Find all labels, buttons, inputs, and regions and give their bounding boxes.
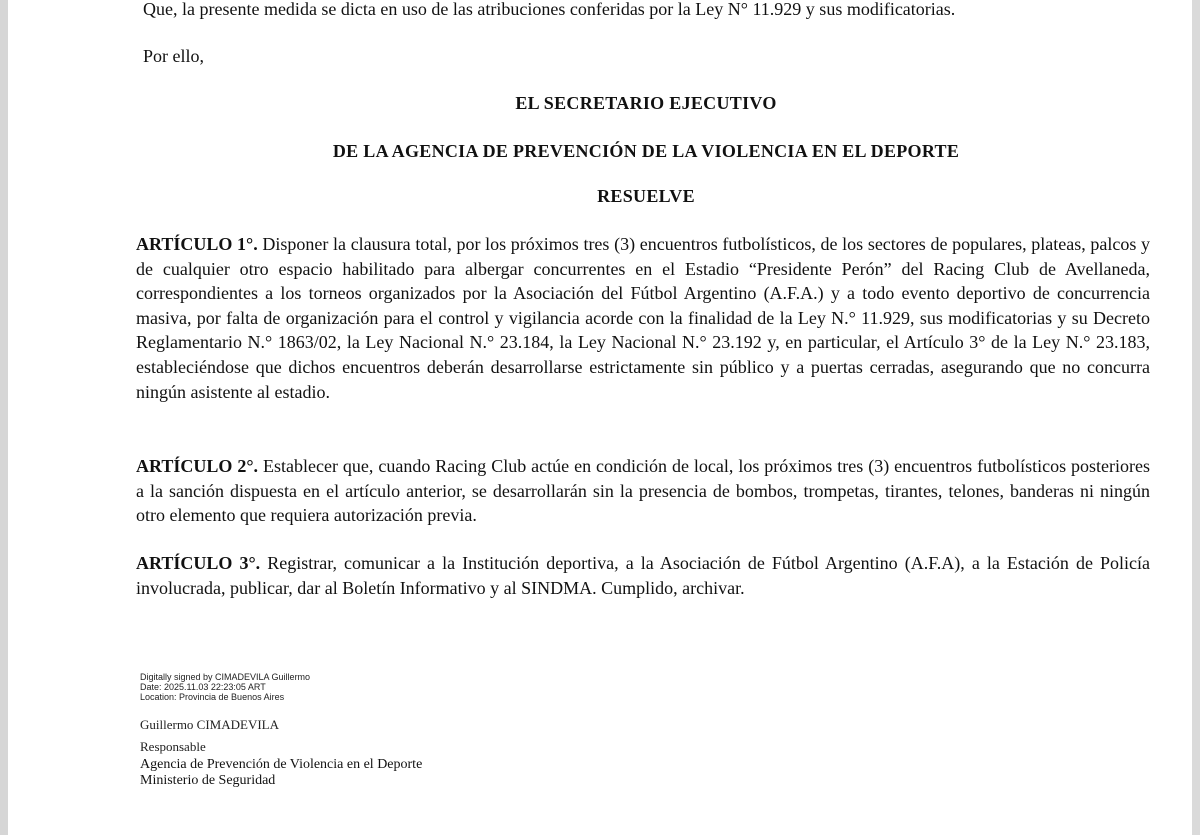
article-1-label: ARTÍCULO 1°. xyxy=(136,234,258,254)
heading-secretario: EL SECRETARIO EJECUTIVO xyxy=(515,93,777,113)
article-2-text: Establecer que, cuando Racing Club actúe en condición de local, los próximos tres (3) encuentros futbolísticos posteriores a la sanción dispuesta en el artículo anterior, se desarrollarán sin la presencia de bombos, trompetas, tirantes, telones, banderas ni ningún otro elemento que requiera autorización previa. xyxy=(136,456,1150,526)
signature-role xyxy=(140,740,206,746)
signature-date: Date: 2025.11.03 22:23:05 ART xyxy=(140,682,266,692)
page-left-edge xyxy=(0,0,8,835)
signature-name xyxy=(140,718,279,724)
article-2 xyxy=(136,454,1150,528)
article-2-label: ARTÍCULO 2°. xyxy=(136,456,259,476)
article-3 xyxy=(136,551,1150,600)
por-ello-line: Por ello, xyxy=(143,46,204,66)
article-3-text: Registrar, comunicar a la Institución deportiva, a la Asociación de Fútbol Argentino (A.F.A), a la Estación de Policía involucrada, publicar, dar al Boletín Informativo y al SINDMA. Cumplido, archivar. xyxy=(136,553,1150,598)
heading-resuelve: RESUELVE xyxy=(597,186,695,206)
article-1 xyxy=(136,232,1150,404)
signature-signed-by: Digitally signed by CIMADEVILA Guillermo xyxy=(140,672,311,682)
page-right-edge xyxy=(1192,0,1200,835)
signature-location: Location: Provincia de Buenos Aires xyxy=(140,692,285,702)
intro-line: Que, la presente medida se dicta en uso de las atribuciones conferidas por la Ley N° 11.929 y sus modificatorias. xyxy=(143,0,956,19)
article-1-text: Disponer la clausura total, por los próximos tres (3) encuentros futbolísticos, de los sectores de populares, plateas, palcos y de cualquier otro espacio habilitado para albergar concurrentes en el Estadio “Presidente Perón” del Racing Club de Avellaneda, correspondientes a los torneos organizados por la Asociación del Fútbol Argentino (A.F.A.) y a todo evento deportivo de concurrencia masiva, por falta de organización para el control y vigilancia acorde con la finalidad de la Ley N.° 11.929, sus modificatorias y su Decreto Reglamentario N.° 1863/02, la Ley Nacional N.° 23.184, la Ley Nacional N.° 23.192 y, en particular, el Artículo 3° de la Ley N.° 23.183, estableciéndose que dichos encuentros deberán desarrollarse estrictamente sin público y a puertas cerradas, asegurando que no concurra ningún asistente al estadio. xyxy=(136,234,1150,402)
footer-ministry: Ministerio de Seguridad xyxy=(140,773,276,788)
document-page xyxy=(8,0,1192,835)
heading-agencia: DE LA AGENCIA DE PREVENCIÓN DE LA VIOLENCIA EN EL DEPORTE xyxy=(332,141,960,161)
article-3-label: ARTÍCULO 3°. xyxy=(136,553,261,573)
footer-agency: Agencia de Prevención de Violencia en el Deporte xyxy=(140,757,423,772)
